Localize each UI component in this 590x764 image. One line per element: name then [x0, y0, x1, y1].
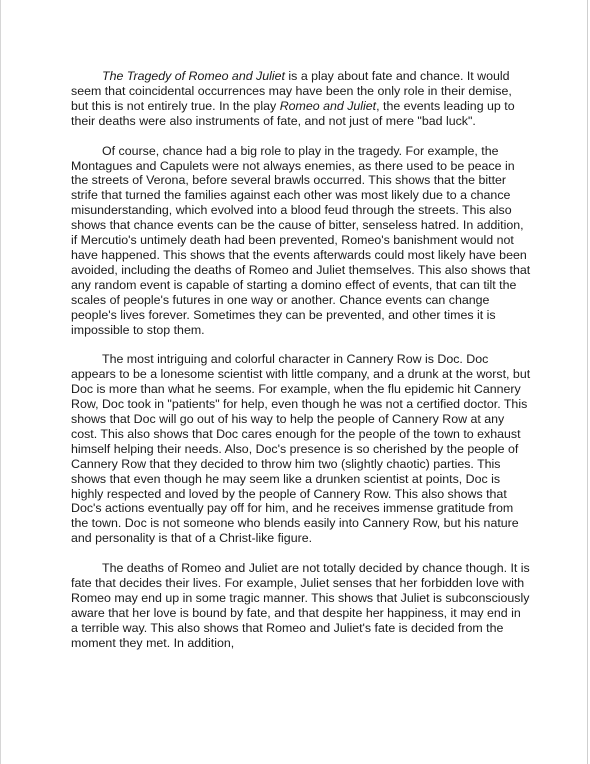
document-body [71, 69, 531, 651]
paragraph-text: , the events leading up to their deaths were also instruments of fate, and not just of mere "bad luck". [71, 98, 515, 128]
paragraph-4 [71, 561, 531, 650]
play-title: The Tragedy of Romeo and Juliet [102, 69, 285, 83]
paragraph-text: The most intriguing and colorful character in Cannery Row is Doc. Doc appears to be a lonesome scientist with little company, and a drunk at the worst, but Doc is more than what he seems. For example, when the flu epidemic hit Cannery Row, Doc took in "patients" for help, even though he was not a certified doctor. This shows that Doc will go out of his way to help the people of Cannery Row at any cost. This also shows that Doc cares enough for the people of the town to exhaust himself helping their needs. Also, Doc's presence is so cherished by the people of Cannery Row that they decided to throw him two (slightly chaotic) parties. This shows that even though he may seem like a drunken scientist at points, Doc is highly respected and loved by the people of Cannery Row. This also shows that Doc's actions eventually pay off for him, and he receives immense gratitude from the town. Doc is not someone who blends easily into Cannery Row, but his nature and personality is that of a Christ-like figure. [71, 352, 531, 546]
paragraph-text: is a play about fate and chance. It would seem that coincidental occurrences may have been the only role in their demise, but this is not entirely true. In the play [71, 69, 512, 113]
paragraph-2 [71, 144, 531, 338]
paragraph-3 [71, 352, 531, 546]
paragraph-text: Of course, chance had a big role to play in the tragedy. For example, the Montagues and Capulets were not always enemies, as there used to be peace in the streets of Verona, before several brawls occurred. This shows that the bitter strife that turned the families against each other was most likely due to a chance misunderstanding, which evolved into a blood feud through the streets. This also shows that chance events can be the cause of bitter, senseless hatred. In addition, if Mercutio's untimely death had been prevented, Romeo's banishment would not have happened. This shows that the events afterwards could most likely have been avoided, including the deaths of Romeo and Juliet themselves. This also shows that any random event is capable of starting a domino effect of events, that can tilt the scales of people's futures in one way or another. Chance events can change people's lives forever. Sometimes they can be prevented, and other times it is impossible to stop them. [71, 143, 531, 337]
paragraph-text: The deaths of Romeo and Juliet are not totally decided by chance though. It is fate that decides their lives. For example, Juliet senses that her forbidden love with Romeo may end up in some tragic manner. This shows that Juliet is subconsciously aware that her love is bound by fate, and that despite her happiness, it may end in a terrible way. This also shows that Romeo and Juliet's fate is decided from the moment they met. In addition, [71, 561, 530, 650]
play-title: Romeo and Juliet [279, 98, 377, 113]
paragraph-1 [71, 69, 531, 129]
